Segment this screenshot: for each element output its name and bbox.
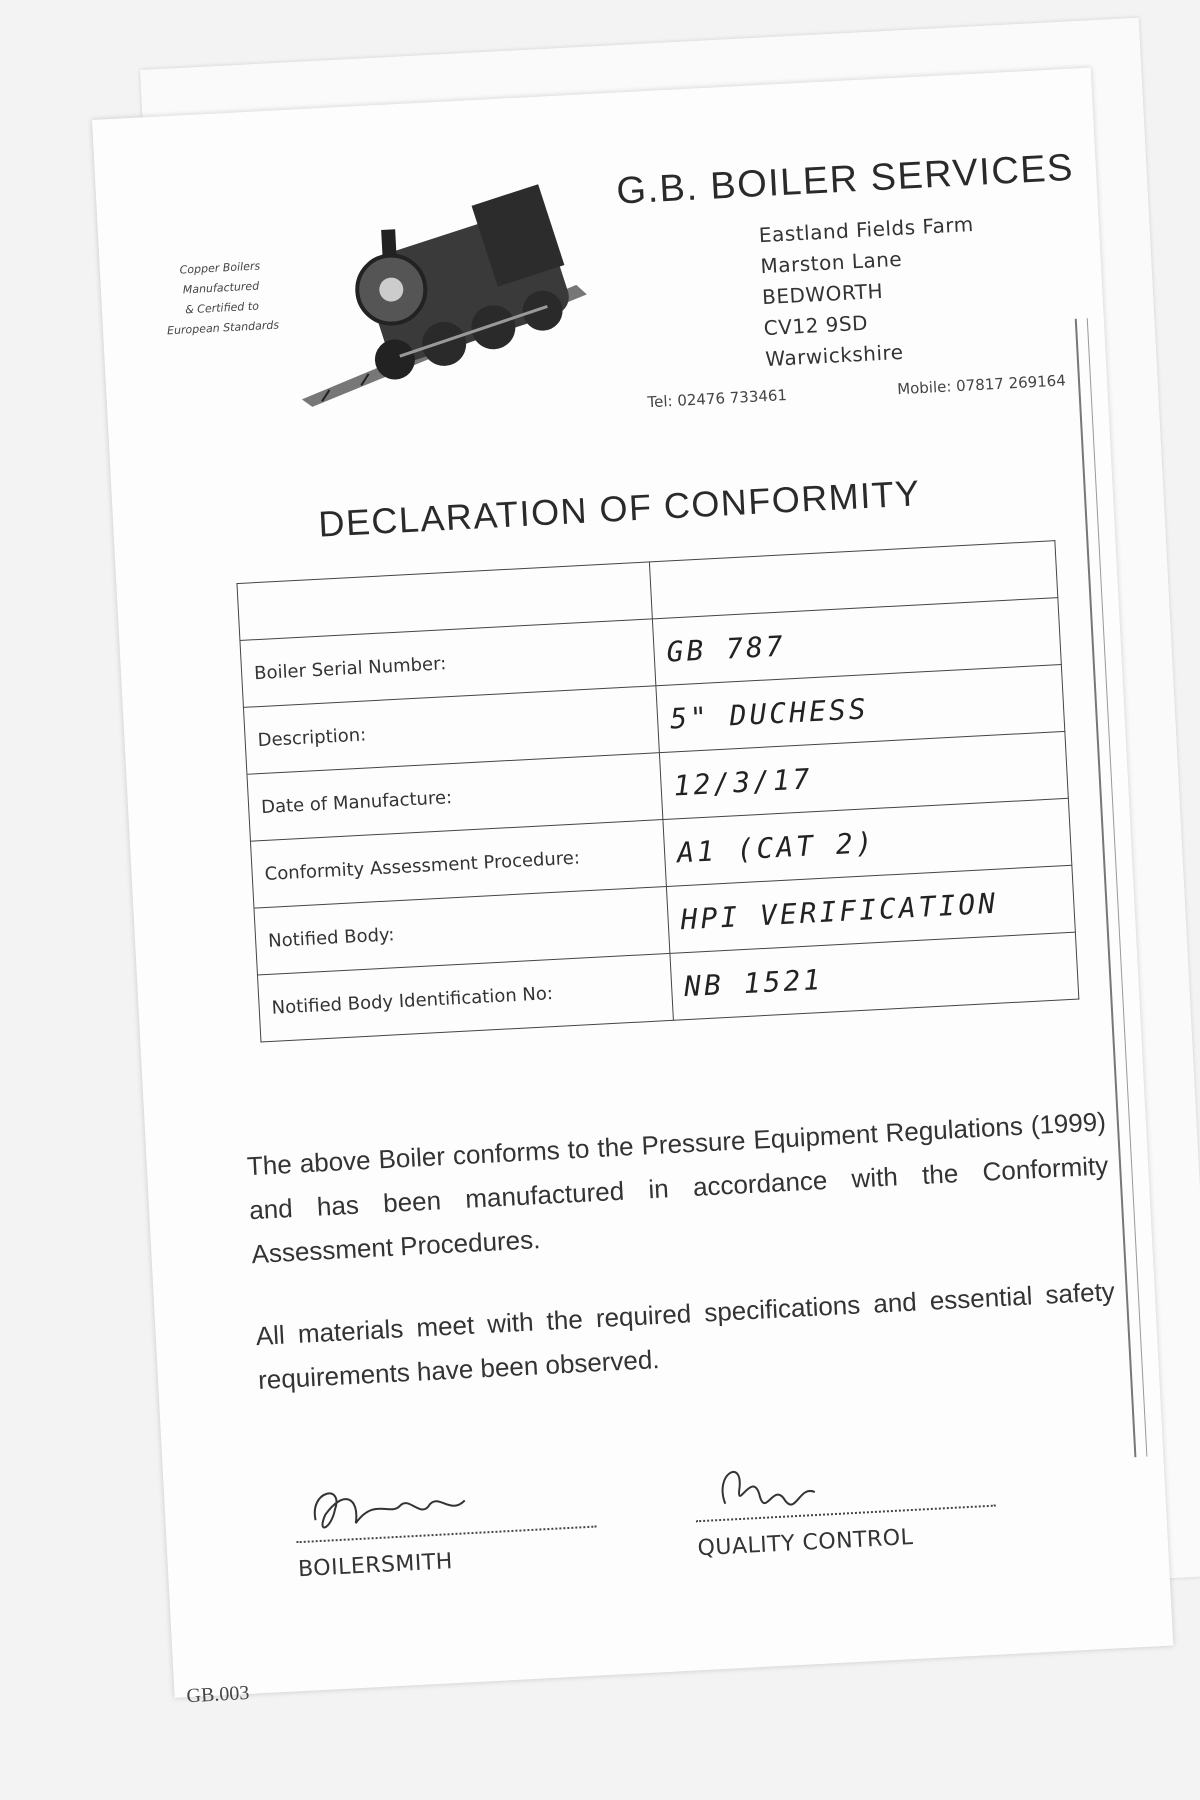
steam-locomotive-icon: [270, 164, 602, 414]
field-label: Notified Body:: [254, 886, 670, 975]
signature-caption: QUALITY CONTROL: [696, 1524, 914, 1562]
field-value: NB 1521: [670, 932, 1079, 1020]
signature-line: [693, 1445, 996, 1523]
conformity-details-table: [236, 540, 1079, 1042]
field-label: Boiler Serial Number:: [240, 619, 656, 708]
conformity-statement: The above Boiler conforms to the Pressure Equipment Regulations (1999) and has been manufactured in accordance with the Conformity Assessment Procedures.: [246, 1106, 1109, 1270]
signature-line: [294, 1466, 597, 1544]
field-label: Notified Body Identification No:: [257, 953, 673, 1042]
field-label: Description:: [243, 686, 659, 775]
document-title: DECLARATION OF CONFORMITY: [317, 472, 922, 545]
tagline-line: Manufactured: [182, 279, 260, 297]
address-line: BEDWORTH: [761, 278, 884, 310]
address-line: Warwickshire: [764, 339, 905, 372]
boilersmith-signature: [304, 1471, 487, 1550]
quality-control-signature-block: [693, 1445, 998, 1562]
address-line: CV12 9SD: [763, 310, 869, 341]
field-value: GB 787: [652, 598, 1061, 686]
tagline-line: European Standards: [166, 318, 280, 338]
field-value: A1 (CAT 2): [663, 798, 1072, 886]
telephone-number: Tel: 02476 733461: [647, 386, 788, 412]
field-label: Date of Manufacture:: [247, 753, 663, 842]
field-value: 12/3/17: [659, 731, 1068, 819]
form-code: GB.003: [186, 1681, 250, 1708]
boilersmith-signature-block: [294, 1466, 599, 1583]
signature-caption: BOILERSMITH: [297, 1549, 454, 1583]
field-value: 5" DUCHESS: [656, 665, 1065, 753]
company-name: G.B. BOILER SERVICES: [615, 146, 1075, 213]
certificate-sheet: [92, 68, 1173, 1708]
field-value: HPI VERIFICATION: [666, 865, 1075, 953]
field-label: Conformity Assessment Procedure:: [250, 820, 666, 909]
quality-control-signature: [703, 1453, 846, 1530]
tagline-line: & Certified to: [184, 299, 260, 317]
mobile-number: Mobile: 07817 269164: [896, 371, 1067, 399]
company-address: [758, 209, 981, 375]
address-line: Marston Lane: [759, 246, 903, 279]
address-line: Eastland Fields Farm: [758, 212, 975, 248]
tagline-line: Copper Boilers: [179, 259, 261, 277]
materials-statement: All materials meet with the required specifications and essential safety requirements have been observed.: [255, 1276, 1116, 1396]
